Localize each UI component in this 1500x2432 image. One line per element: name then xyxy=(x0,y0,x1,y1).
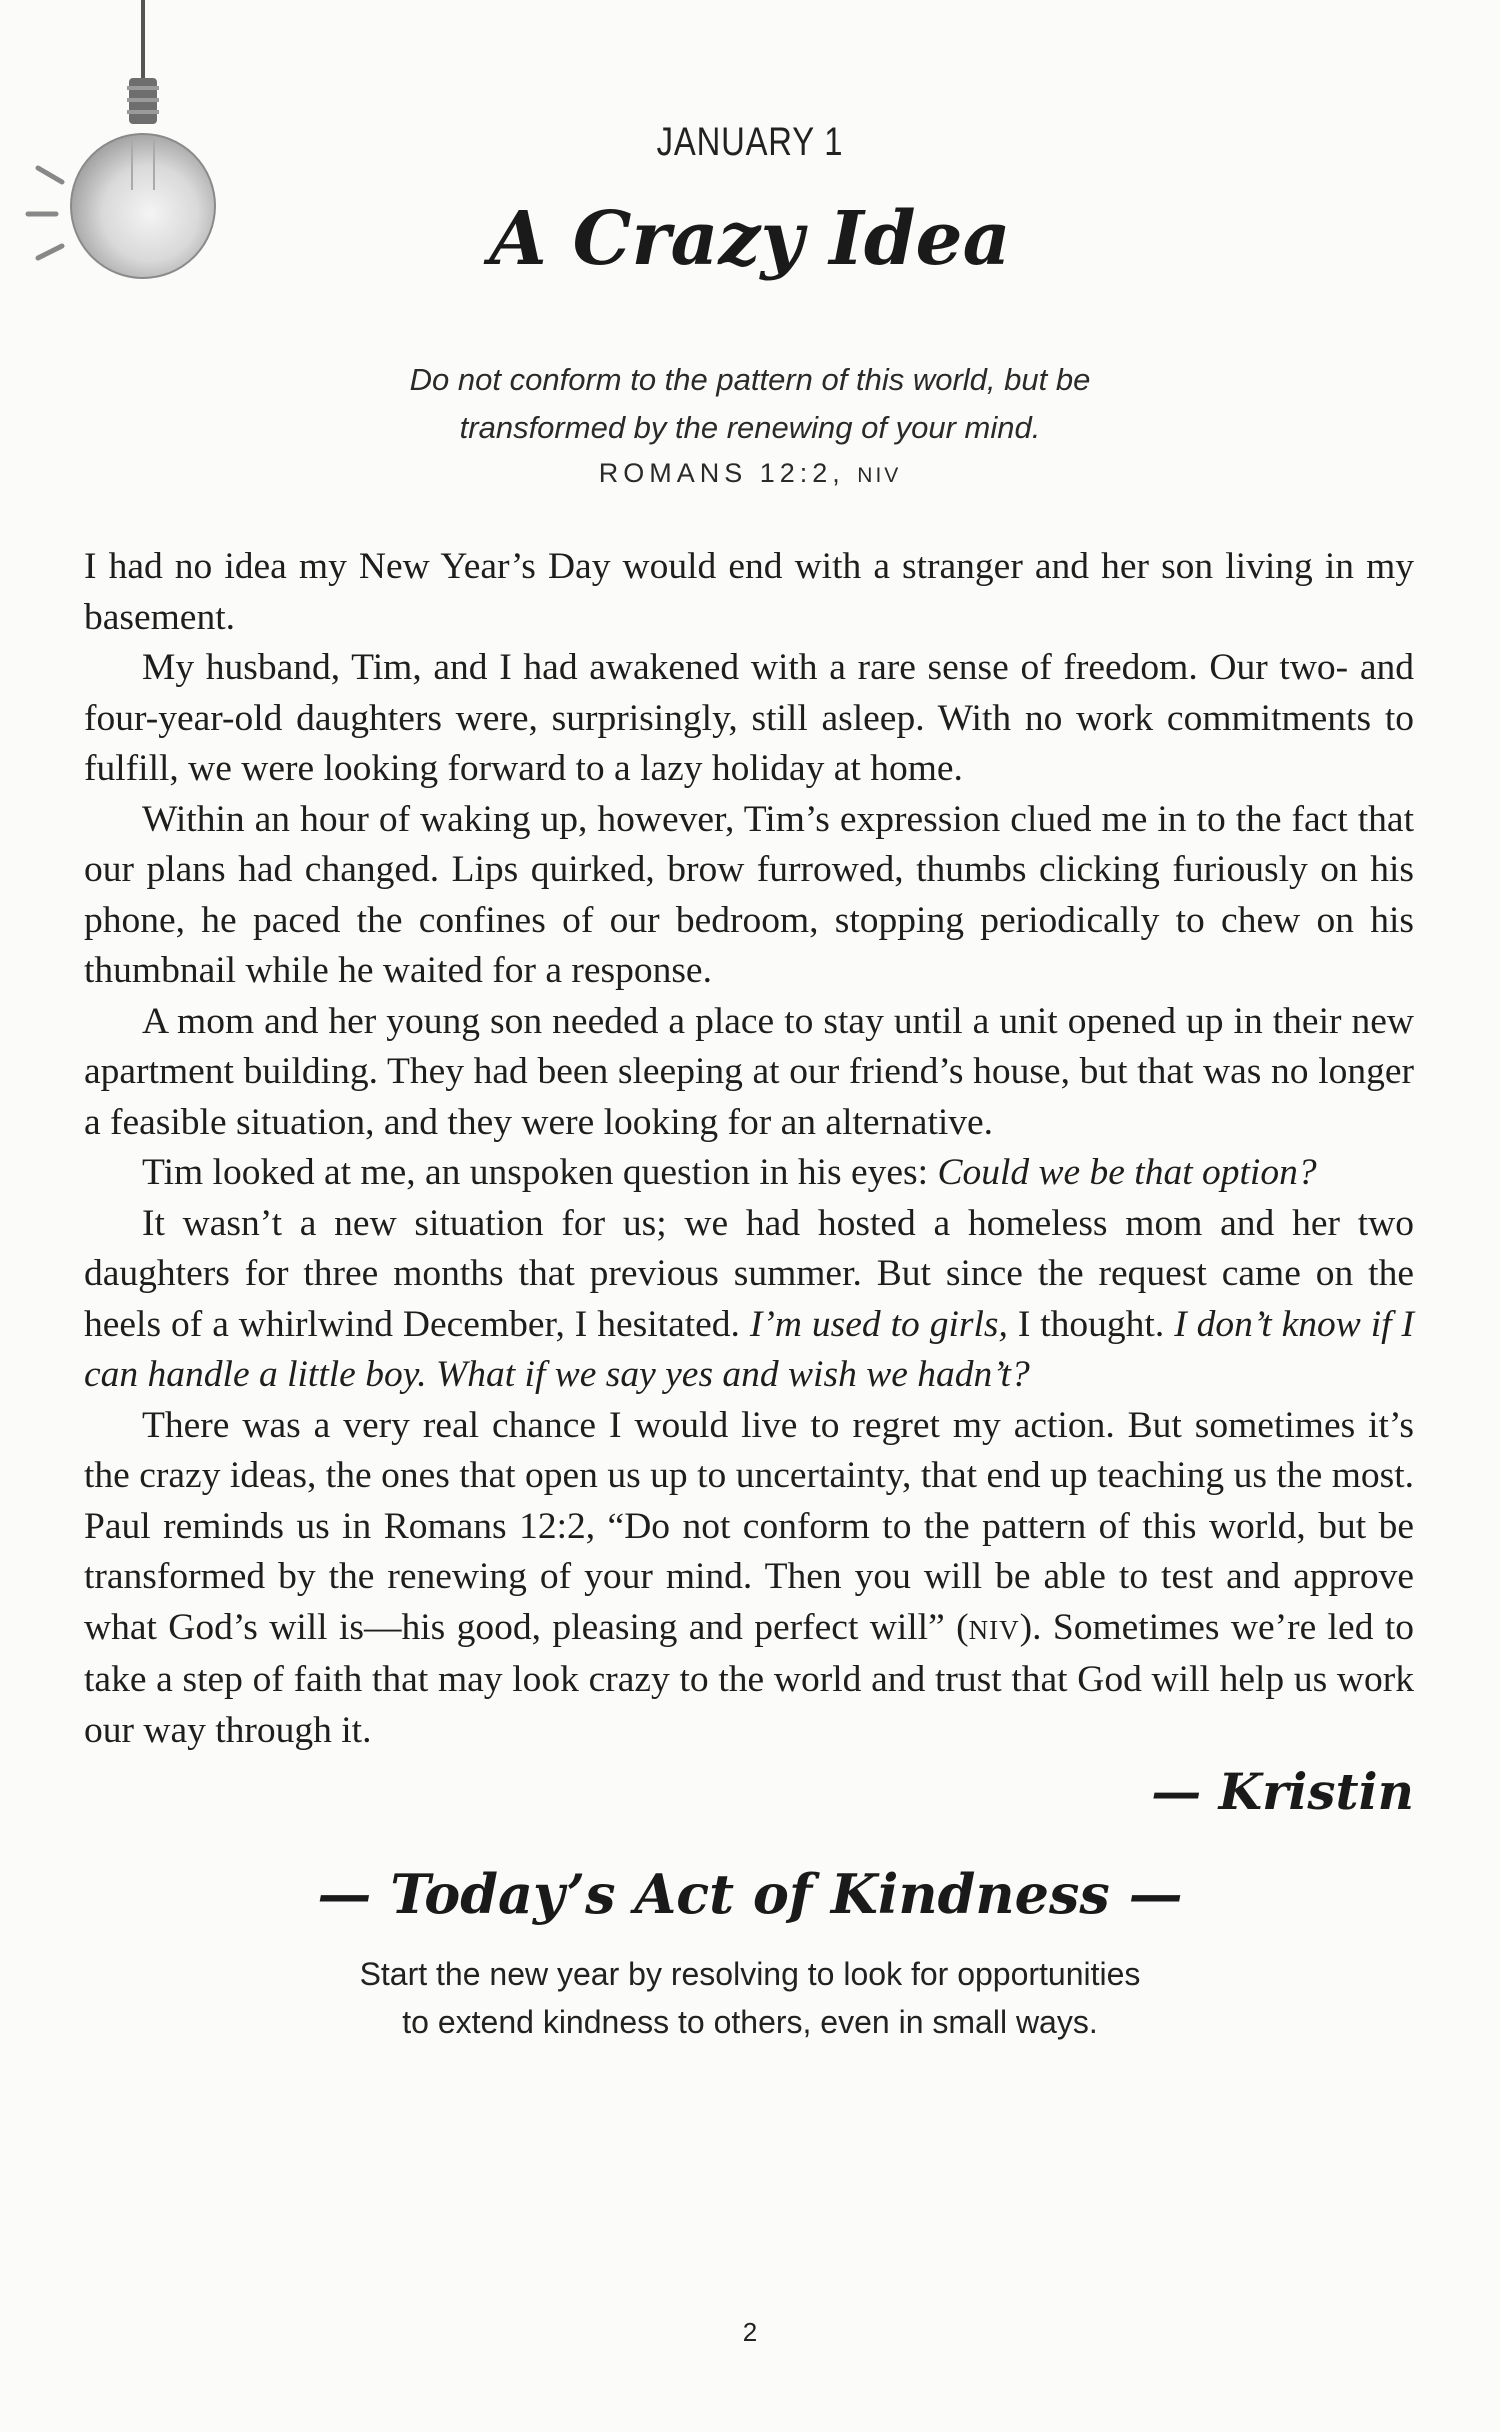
devotional-body xyxy=(84,542,1414,1756)
act-of-kindness-heading: — Today’s Act of Kindness — xyxy=(317,1862,1183,1926)
page-number: 2 xyxy=(742,2317,758,2347)
paragraph xyxy=(84,1199,1414,1401)
bible-version: NIV xyxy=(857,464,902,487)
italic-thought: Could we be that option? xyxy=(937,1152,1317,1193)
text: It wasn’t a new situation for us; we had hosted a homeless mom and her two daughters for three months that previous summer. But since the request came on the heels of a whirlwind December, I hesitated. xyxy=(84,1202,1414,1345)
text: I thought. xyxy=(1007,1303,1175,1345)
act-of-kindness-text xyxy=(0,1950,1500,2046)
scripture-line: transformed by the renewing of your mind. xyxy=(459,410,1041,445)
reference-text: ROMANS 12:2, xyxy=(598,458,845,488)
paragraph: I had no idea my New Year’s Day would end with a stranger and her son living in my basement. xyxy=(84,546,1414,638)
author-signature: — Kristin xyxy=(1151,1762,1414,1821)
text: Tim looked at me, an unspoken question in his eyes: xyxy=(142,1152,938,1193)
act-line: to extend kindness to others, even in small ways. xyxy=(402,2004,1098,2040)
paragraph: Within an hour of waking up, however, Tim’s expression clued me in to the fact that our plans had changed. Lips quirked, brow furrowed, thumbs clicking furiously on his phone, he paced the confines of our bedroom, stopping periodically to chew on his thumbnail while he waited for a response. xyxy=(84,798,1414,991)
entry-title: A Crazy Idea xyxy=(489,196,1011,282)
scripture-reference xyxy=(0,458,1500,489)
scripture-line: Do not conform to the pattern of this world, but be xyxy=(409,362,1091,397)
paragraph: My husband, Tim, and I had awakened with a rare sense of freedom. Our two- and four-year-old daughters were, surprisingly, still asleep. With no work commitments to fulfill, we were looking forward to a lazy holiday at home. xyxy=(84,647,1414,789)
italic-thought: I don’t know if I can handle a little boy. What if we say yes and wish we hadn’t? xyxy=(84,1303,1414,1395)
text: There was a very real chance I would live to regret my action. But sometimes it’s the crazy ideas, the ones that open us up to uncertainty, that end up teaching us the most. Paul reminds us in Romans 12:2, “Do not conform to the pattern of this world, but be transformed by the renewing of your mind. Then you will be able to test and approve what God’s will is—his good, pleasing and perfect will” ( xyxy=(84,1404,1414,1648)
scripture-quote xyxy=(0,356,1500,452)
paragraph xyxy=(84,1401,1414,1757)
text: ). Sometimes we’re led to take a step of faith that may look crazy to the world and trust that God will help us work our way through it. xyxy=(84,1606,1415,1751)
entry-date: JANUARY 1 xyxy=(656,120,844,164)
bible-version: NIV xyxy=(968,1614,1020,1645)
act-line: Start the new year by resolving to look for opportunities xyxy=(359,1956,1141,1992)
paragraph: A mom and her young son needed a place to stay until a unit opened up in their new apartment building. They had been sleeping at our friend’s house, but that was no longer a feasible situation, and they were looking for an alternative. xyxy=(84,1000,1414,1143)
italic-thought: I’m used to girls, xyxy=(749,1303,1008,1345)
paragraph xyxy=(84,1148,1414,1199)
